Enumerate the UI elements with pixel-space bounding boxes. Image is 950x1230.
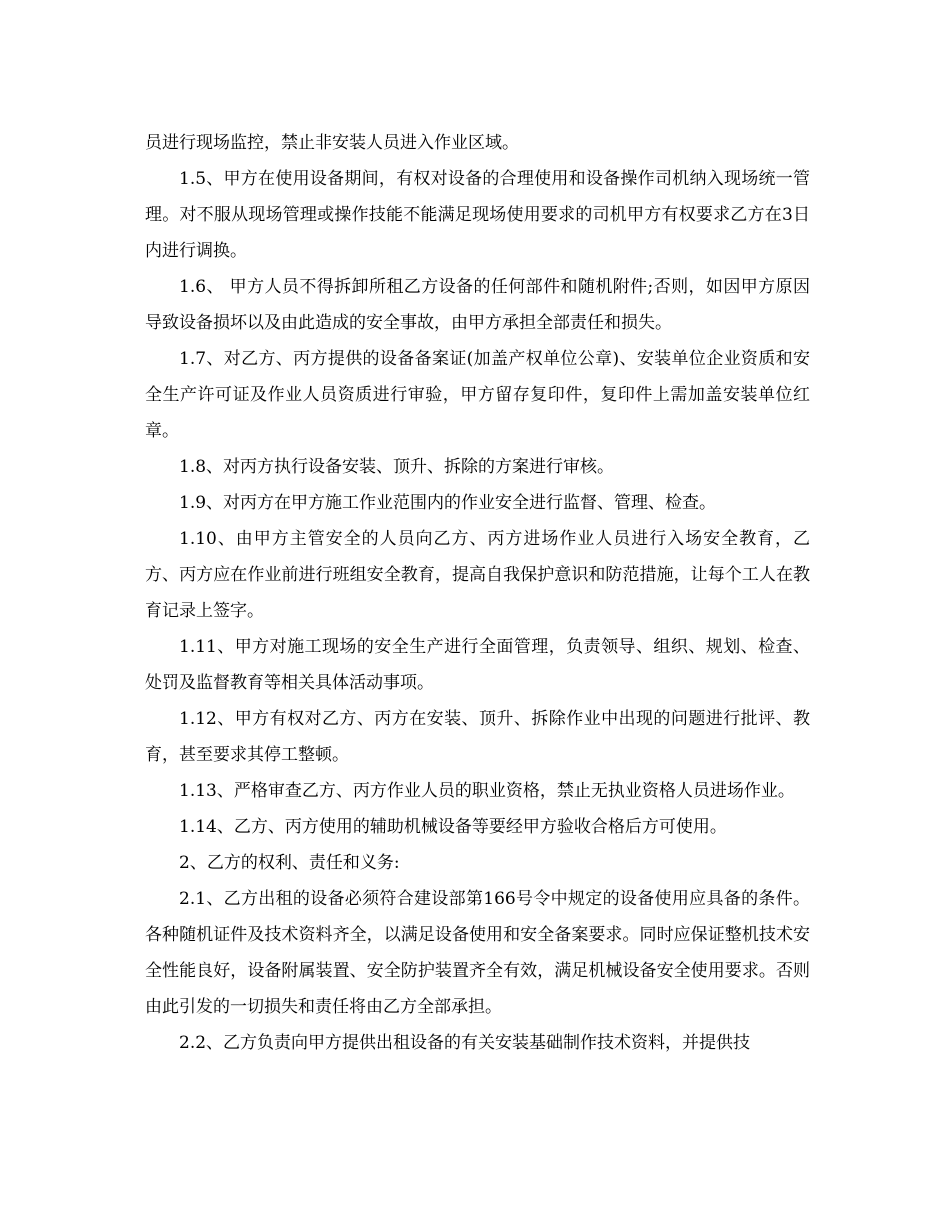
paragraph: 1.5、甲方在使用设备期间，有权对设备的合理使用和设备操作司机纳入现场统一管理。对不服从现场管理或操作技能不能满足现场使用要求的司机甲方有权要求乙方在3日内进行调换。 xyxy=(145,169,810,261)
document-body xyxy=(145,125,810,1061)
paragraph: 1.9、对丙方在甲方施工作业范围内的作业安全进行监督、管理、检查。 xyxy=(179,493,717,513)
paragraph: 1.13、严格审查乙方、丙方作业人员的职业资格，禁止无执业资格人员进场作业。 xyxy=(179,781,795,801)
paragraph: 员进行现场监控，禁止非安装人员进入作业区域。 xyxy=(145,133,519,153)
paragraph: 1.8、对丙方执行设备安装、顶升、拆除的方案进行审核。 xyxy=(179,457,615,477)
paragraph: 1.10、由甲方主管安全的人员向乙方、丙方进场作业人员进行入场安全教育，乙方、丙方应在作业前进行班组安全教育，提高自我保护意识和防范措施，让每个工人在教育记录上签字。 xyxy=(145,529,810,621)
paragraph: 2.1、乙方出租的设备必须符合建设部第166号令中规定的设备使用应具备的条件。各种随机证件及技术资料齐全，以满足设备使用和安全备案要求。同时应保证整机技术安全性能良好，设备附属装置、安全防护装置齐全有效，满足机械设备安全使用要求。否则由此引发的一切损失和责任将由乙方全部承担。 xyxy=(145,889,810,1017)
paragraph: 1.7、对乙方、丙方提供的设备备案证(加盖产权单位公章)、安装单位企业资质和安全生产许可证及作业人员资质进行审验，甲方留存复印件，复印件上需加盖安装单位红章。 xyxy=(145,349,810,441)
paragraph: 1.6、 甲方人员不得拆卸所租乙方设备的任何部件和随机附件;否则，如因甲方原因导致设备损坏以及由此造成的安全事故，由甲方承担全部责任和损失。 xyxy=(145,277,810,333)
section-heading: 2、乙方的权利、责任和义务: xyxy=(179,853,400,873)
paragraph: 1.11、甲方对施工现场的安全生产进行全面管理，负责领导、组织、规划、检查、处罚及监督教育等相关具体活动事项。 xyxy=(145,637,810,693)
paragraph: 1.14、乙方、丙方使用的辅助机械设备等要经甲方验收合格后方可使用。 xyxy=(179,817,727,837)
paragraph: 2.2、乙方负责向甲方提供出租设备的有关安装基础制作技术资料，并提供技 xyxy=(179,1033,751,1053)
paragraph: 1.12、甲方有权对乙方、丙方在安装、顶升、拆除作业中出现的问题进行批评、教育，甚至要求其停工整顿。 xyxy=(145,709,810,765)
